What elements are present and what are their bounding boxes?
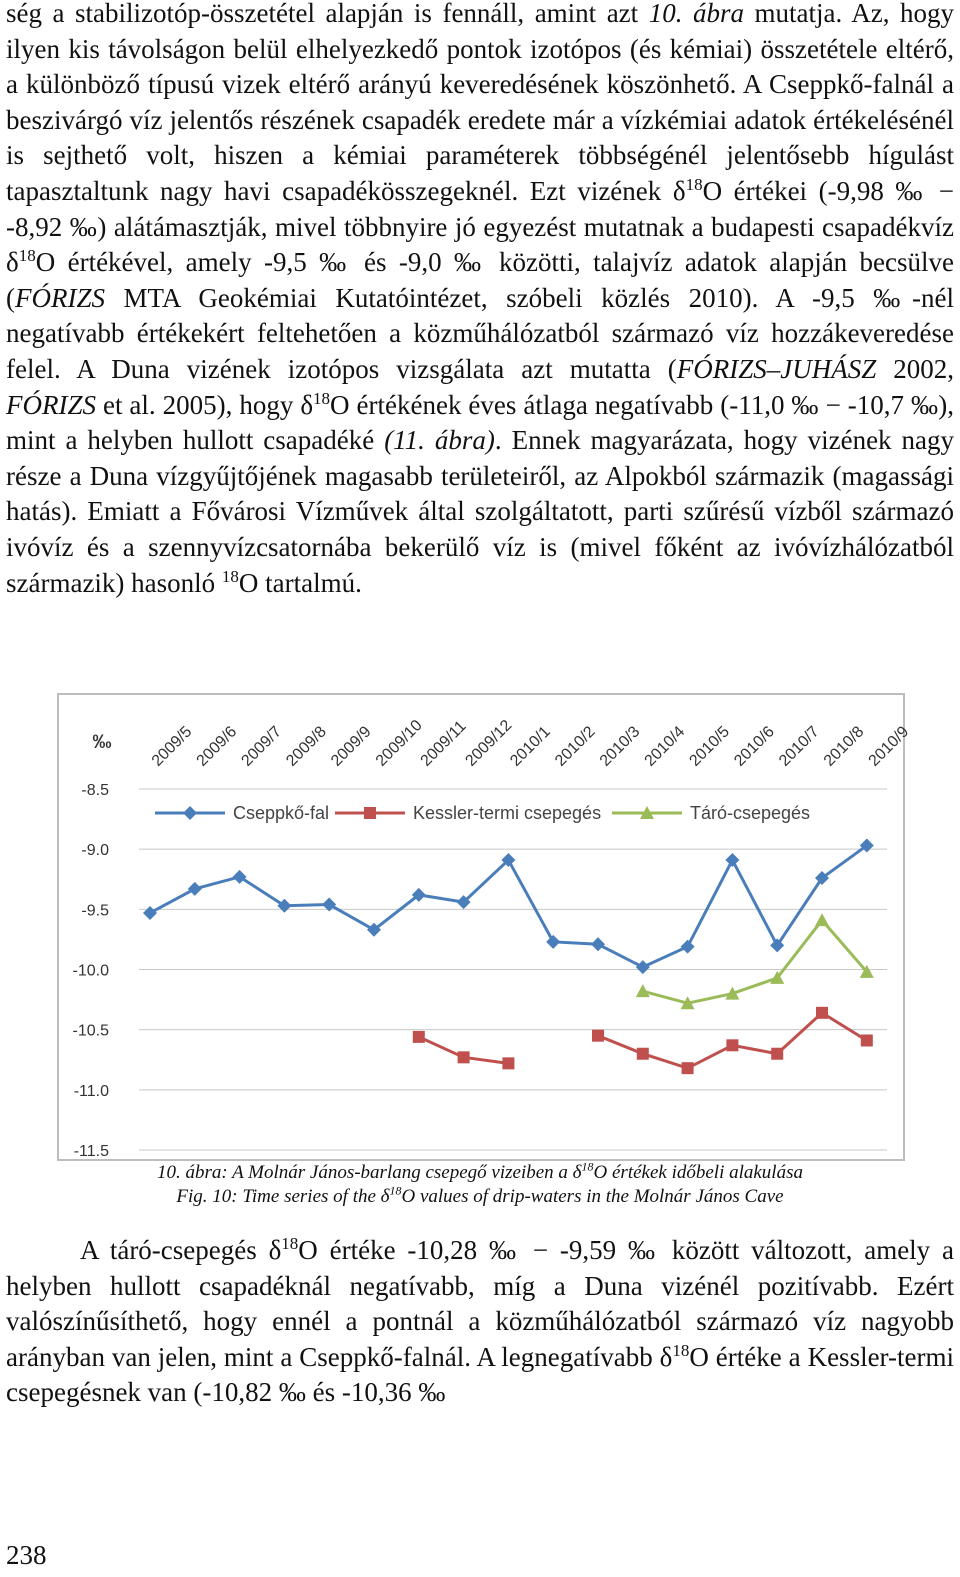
x-tick-label: 2009/11 <box>417 717 470 770</box>
x-tick-label: 2010/7 <box>776 723 823 770</box>
data-point <box>413 1031 425 1043</box>
page-number: 238 <box>6 1540 47 1570</box>
legend-entry: Kessler-termi csepegés <box>413 803 602 823</box>
data-point <box>815 913 829 926</box>
legend-marker <box>364 807 376 819</box>
data-point <box>591 937 605 951</box>
data-point <box>592 1030 604 1042</box>
data-point <box>725 853 739 867</box>
figure-caption-hungarian: 10. ábra: A Molnár János-barlang csepegő vizeiben a $\delta^{18}O$ értékek időbeli alakulása <box>157 1159 803 1183</box>
y-tick-label: -9.5 <box>81 902 109 920</box>
series-triangle <box>636 913 874 1009</box>
chart-series <box>143 839 874 1075</box>
data-point <box>816 1007 828 1019</box>
data-point <box>188 882 202 896</box>
legend-entry: Cseppkő-fal <box>233 803 330 823</box>
legend-marker <box>183 806 197 820</box>
data-point <box>546 935 560 949</box>
y-axis-ticks <box>73 782 110 1160</box>
body-paragraph-1: ség a stabilizotóp-összetétel alapján is fennáll, amint azt 10. ábra mutatja. Az, hogy ilyen kis távolságon belül elhelyezkedő pontok izotópos (és kémiai) összetétele eltérő, a különböző típusú vizek eltérő arányú keveredésének köszönhető. A Cseppkő-falnál a beszivárgó víz jelentős részének csapadék eredete már a vízkémiai adatok értékelésénél is sejthető volt, hiszen a kémiai paraméterek többségénél jelentősebb hígulást tapasztaltunk nagy havi csapadékösszegeknél. Ezt vizének $\delta^{18}O$ értékei (-9,98 ‰ − -8,92 ‰) alátámasztják, mivel többnyire jó egyezést mutatnak a budapesti csapadékvíz $\delta^{18}O$ értékével, amely -9,5 ‰ és -9,0 ‰ közötti, talajvíz adatok alapján becsülve (FÓRIZS MTA Geokémiai Kutatóintézet, szóbeli közlés 2010). A -9,5 ‰-nél negatívabb értékekért feltehetően a közműhálózatból származó víz hozzákeveredése felel. A Duna vizének izotópos vizsgálata azt mutatta (FÓRIZS–JUHÁSZ 2002, FÓRIZS et al. 2005), hogy $\delta^{18}O$ értékének éves átlaga negatívabb (-11,0 ‰ − -10,7 ‰), mint a helyben hullott csapadéké (11. ábra). Ennek magyarázata, hogy vizének nagy része a Duna vízgyűjtőjének magasabb területeiről, az Alpokból származik (magassági hatás). Emiatt a Fővárosi Vízművek által szolgáltatott, parti szűrésű vízből származó ivóvíz és a szennyvízcsatornába bekerülő víz is (mivel főként az ivóvízhálózatból származik) hasonló $^{18}$O tartalmú. <box>6 0 955 598</box>
x-tick-label: 2010/8 <box>820 723 868 770</box>
y-tick-label: -11.5 <box>73 1143 109 1160</box>
data-point <box>636 984 650 997</box>
x-tick-label: 2009/9 <box>328 723 375 770</box>
x-tick-label: 2010/2 <box>552 723 599 770</box>
author-citation: FÓRIZS <box>15 282 105 313</box>
x-tick-label: 2009/8 <box>283 723 330 770</box>
data-point <box>458 1051 470 1063</box>
x-tick-label: 2010/3 <box>596 723 644 770</box>
figure-reference: (11. ábra) <box>384 425 495 456</box>
data-point <box>861 1034 873 1046</box>
chart-legend <box>155 803 810 823</box>
data-point <box>681 940 695 954</box>
x-tick-label: 2009/5 <box>148 723 196 770</box>
series-line <box>643 920 867 1003</box>
figure-caption-english: Fig. 10: Time series of the $\delta^{18}O$ values of drip-waters in the Molnár János Cave <box>176 1183 784 1207</box>
y-tick-label: -10.5 <box>72 1022 109 1040</box>
legend-entry: Táró-csepegés <box>690 803 811 823</box>
x-tick-label: 2010/5 <box>686 723 734 770</box>
chart-gridlines <box>139 789 887 1150</box>
data-point <box>143 906 157 920</box>
x-tick-label: 2009/10 <box>372 716 426 770</box>
x-axis-ticks <box>149 717 912 770</box>
x-tick-label: 2010/6 <box>731 723 778 770</box>
data-point <box>682 1062 694 1074</box>
delta18o-time-series-chart <box>57 693 913 1161</box>
x-tick-label: 2010/9 <box>865 723 913 770</box>
x-tick-label: 2009/12 <box>462 716 516 770</box>
body-paragraph-2: A táró-csepegés $\delta^{18}O$ értéke -10,28 ‰ − -9,59 ‰ között változott, amely a helyben hullott csapadéknál negatívabb, míg a Duna vizénél pozitívabb. Ezért valószínűsíthető, hogy ennél a pontnál a közműhálózatból származó víz nagyobb arányban van jelen, mint a Cseppkő-falnál. A legnegatívabb $\delta^{18}O$ értéke a Kessler-termi csepegésnek van (-10,82 ‰ és -10,36 ‰ <box>6 1234 954 1408</box>
author-citation: FÓRIZS <box>6 389 96 420</box>
figure-reference: 10. ábra <box>648 0 744 28</box>
x-tick-label: 2009/7 <box>238 723 286 770</box>
y-tick-label: -8.5 <box>81 782 109 799</box>
x-tick-label: 2010/1 <box>507 723 554 770</box>
data-point <box>726 1039 738 1051</box>
data-point <box>637 1048 649 1060</box>
y-tick-label: -9.0 <box>81 842 109 860</box>
x-tick-label: 2009/6 <box>193 723 241 770</box>
x-tick-label: 2010/4 <box>641 723 689 770</box>
y-tick-label: -10.0 <box>72 962 109 980</box>
data-point <box>502 1057 514 1069</box>
series-diamond <box>143 839 874 975</box>
y-axis-unit-label: ‰ <box>92 732 112 753</box>
author-citation: FÓRIZS–JUHÁSZ <box>676 353 877 384</box>
series-square <box>413 1007 873 1074</box>
data-point <box>771 1048 783 1060</box>
data-point <box>636 960 650 974</box>
y-tick-label: -11.0 <box>73 1082 109 1100</box>
